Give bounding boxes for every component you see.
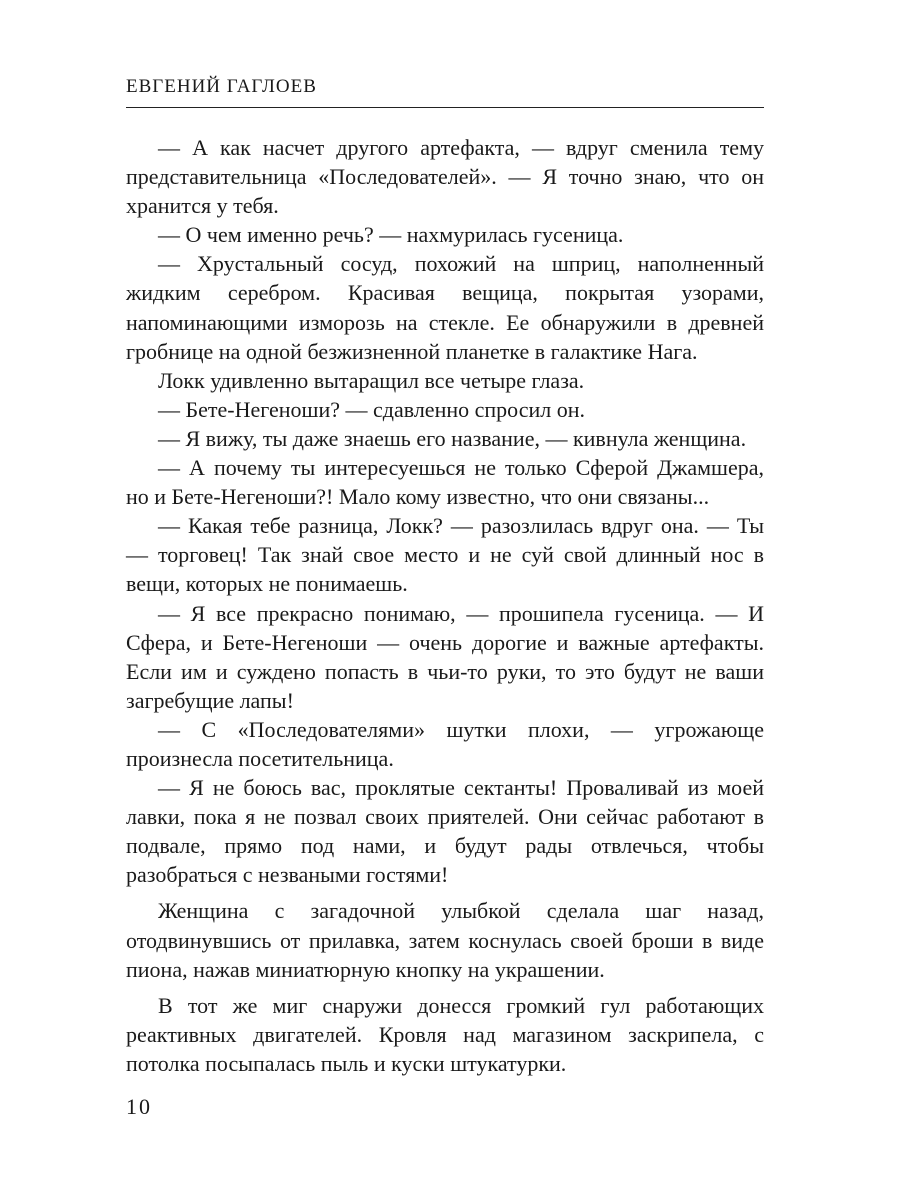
paragraph: — С «Последователями» шутки плохи, — угрожающе произнесла посетительница.: [126, 716, 764, 771]
running-head-author: ЕВГЕНИЙ ГАГЛОЕВ: [126, 76, 317, 97]
body-text: [126, 133, 764, 1078]
paragraph: — Я вижу, ты даже знаешь его название, — кивнула женщина.: [158, 425, 747, 451]
paragraph: — А почему ты интересуешься не только Сферой Джамшера, но и Бете-Негеноши?! Мало кому известно, что они связаны...: [126, 455, 764, 510]
paragraph: В тот же миг снаружи донесся громкий гул работающих реактивных двигателей. Кровля над магазином заскрипела, с потолка посыпалась пыль и куски штукатурки.: [126, 992, 764, 1076]
paragraph: — О чем именно речь? — нахмурилась гусеница.: [158, 222, 624, 248]
paragraph: Женщина с загадочной улыбкой сделала шаг назад, отодвинувшись от прилавка, затем коснулась своей броши в виде пиона, нажав миниатюрную кнопку на украшении.: [126, 898, 764, 982]
paragraph: Локк удивленно вытаращил все четыре глаза.: [158, 367, 585, 393]
paragraph: — Какая тебе разница, Локк? — разозлилась вдруг она. — Ты — торговец! Так знай свое место и не суй свой длинный нос в вещи, которых не понимаешь.: [126, 513, 764, 597]
paragraph: — А как насчет другого артефакта, — вдруг сменила тему представительница «Последователей». — Я точно знаю, что он хранится у тебя.: [126, 135, 764, 219]
page-number: 10: [126, 1094, 152, 1119]
paragraph: — Бете-Негеноши? — сдавленно спросил он.: [158, 396, 585, 422]
header-rule: [126, 107, 764, 108]
paragraph: — Я не боюсь вас, проклятые сектанты! Проваливай из моей лавки, пока я не позвал своих приятелей. Они сейчас работают в подвале, прямо под нами, и будут рады отвлечься, чтобы разобраться с незваными гостями!: [126, 775, 764, 888]
paragraph: — Хрустальный сосуд, похожий на шприц, наполненный жидким серебром. Красивая вещица, покрытая узорами, напоминающими изморозь на стекле. Ее обнаружили в древней гробнице на одной безжизненной планетке в галактике Нага.: [126, 251, 764, 364]
paragraph: — Я все прекрасно понимаю, — прошипела гусеница. — И Сфера, и Бете-Негеноши — очень дорогие и важные артефакты. Если им и суждено попасть в чьи-то руки, то это будут не ваши загребущие лапы!: [126, 600, 764, 713]
